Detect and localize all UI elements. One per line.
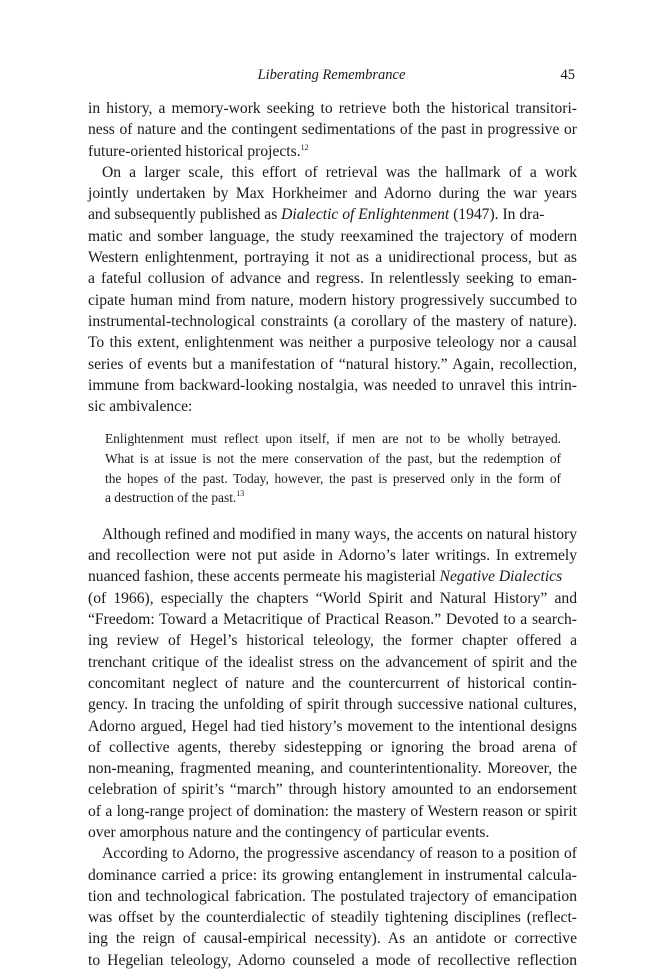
text-line: a fateful collusion of advance and regress. In relentlessly seeking to eman-: [88, 270, 577, 288]
page-header: [88, 67, 575, 89]
text-line: gency. In tracing the unfolding of spirit through successive national cultures,: [88, 696, 577, 714]
text-line: According to Adorno, the progressive ascendancy of reason to a position of: [102, 845, 577, 863]
paragraph: [88, 524, 577, 843]
text-line: [88, 141, 577, 162]
text-line: ing the reign of causal-empirical necessity). As an antidote or corrective: [88, 930, 577, 948]
running-title: Liberating Remembrance: [257, 67, 406, 83]
text-line: cipate human mind from nature, modern history progressively succumbed to: [88, 291, 577, 309]
text-line: instrumental-technological constraints (a corollary of the mastery of nature).: [88, 312, 577, 330]
book-title: Negative Dialectics: [439, 568, 563, 586]
text-line: jointly undertaken by Max Horkheimer and Adorno during the war years: [88, 185, 577, 203]
paragraph: [88, 843, 577, 971]
text-line: [88, 204, 577, 225]
text-line: and recollection were not put aside in Adorno’s later writings. In extremely: [88, 547, 577, 565]
text-line: over amorphous nature and the contingency of particular events.: [88, 823, 490, 841]
text-line: On a larger scale, this effort of retrieval was the hallmark of a work: [102, 163, 577, 181]
text-line: Western enlightenment, portraying it not as a unidirectional process, but as: [88, 249, 577, 267]
paragraph: [88, 162, 577, 418]
text-line: Although refined and modified in many ways, the accents on natural history: [102, 525, 577, 543]
line-text: future-oriented historical projects.: [88, 142, 301, 160]
text-line: ing review of Hegel’s historical teleology, the former chapter offered a: [88, 632, 577, 650]
footnote-ref-12: 12: [300, 142, 309, 152]
book-title: Dialectic of Enlightenment: [281, 206, 450, 224]
text-line: To this extent, enlightenment was neither a purposive teleology nor a causal: [88, 334, 577, 352]
text-line: series of events but a manifestation of “natural history.” Again, recollection,: [88, 355, 577, 373]
block-quote: [88, 429, 561, 507]
text-line: sic ambivalence:: [88, 398, 193, 416]
quote-line: What is at issue is not the mere conservation of the past, but the redemption of: [105, 451, 561, 467]
text-line: dominance carried a price: its growing entanglement in instrumental calcula-: [88, 866, 577, 884]
text-line: of a long-range project of domination: the mastery of Western reason or spirit: [88, 802, 577, 820]
text-line: celebration of spirit’s “march” through history amounted to an endorsement: [88, 781, 577, 799]
page-number: 45: [560, 67, 575, 83]
text-line: [88, 566, 577, 587]
text-line: matic and somber language, the study reexamined the trajectory of modern: [88, 227, 577, 245]
text-line: ness of nature and the contingent sedimentations of the past in progressive or: [88, 121, 577, 139]
footnote-ref-13: 13: [236, 489, 245, 499]
text-line: was offset by the counterdialectic of steadily tightening disciplines (reflect-: [88, 909, 577, 927]
quote-line: the hopes of the past. Today, however, the past is preserved only in the form of: [105, 470, 561, 486]
text-line: in history, a memory-work seeking to retrieve both the historical transitori-: [88, 100, 577, 117]
text-line: of collective agents, thereby sidestepping or ignoring the broad arena of: [88, 738, 577, 756]
line-text: a destruction of the past.: [105, 490, 237, 506]
quote-line: Enlightenment must reflect upon itself, if men are not to be wholly betrayed.: [105, 431, 561, 447]
body-text: [88, 98, 577, 971]
text-line: trenchant critique of the idealist stress on the advancement of spirit and the: [88, 653, 577, 671]
text-line: Adorno argued, Hegel had tied history’s movement to the intentional designs: [88, 717, 577, 735]
text-line: concomitant neglect of nature and the countercurrent of historical contin-: [88, 674, 577, 692]
paragraph: [88, 98, 577, 162]
text-line: to Hegelian teleology, Adorno counseled a mode of recollective reflection: [88, 951, 577, 969]
line-text: and subsequently published as: [88, 206, 282, 224]
text-line: (of 1966), especially the chapters “World Spirit and Natural History” and: [88, 589, 577, 607]
text-line: tion and technological fabrication. The postulated trajectory of emancipation: [88, 887, 577, 905]
text-line: immune from backward-looking nostalgia, was needed to unravel this intrin-: [88, 376, 577, 394]
line-text: nuanced fashion, these accents permeate his magisterial: [88, 568, 440, 586]
text-line: “Freedom: Toward a Metacritique of Practical Reason.” Devoted to a search-: [88, 611, 577, 629]
text-line: non-meaning, fragmented meaning, and counterintentionality. Moreover, the: [88, 760, 577, 778]
quote-line: [105, 488, 561, 508]
line-text: (1947). In dra-: [449, 206, 545, 224]
